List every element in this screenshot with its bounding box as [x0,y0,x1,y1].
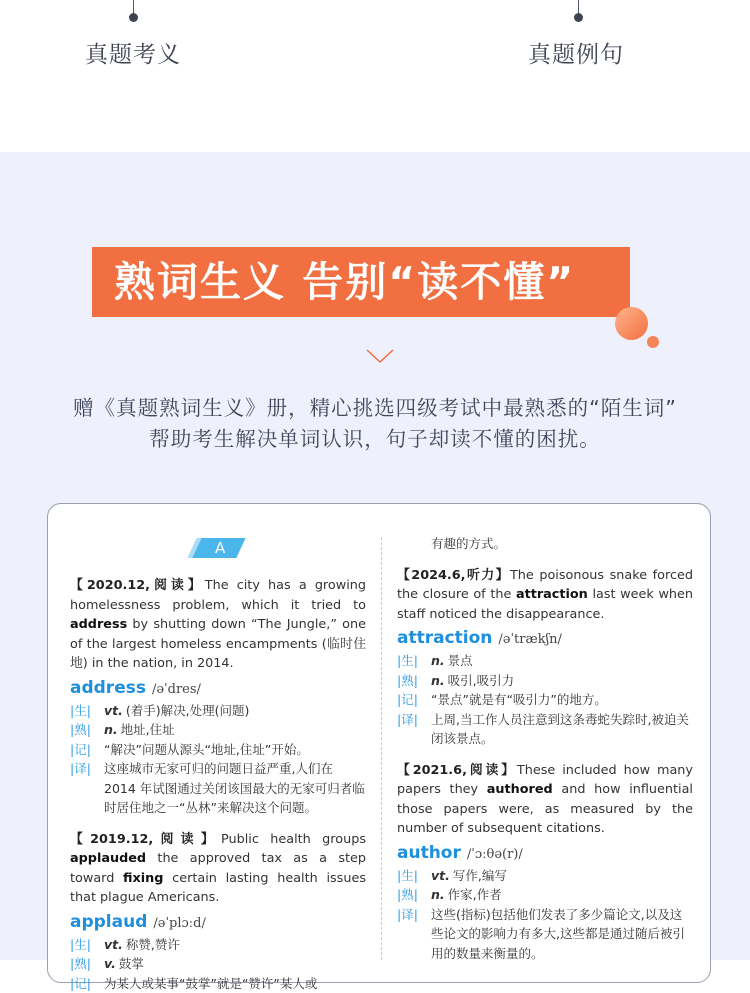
sense-sheng [397,651,693,671]
sense-yi [397,710,693,749]
decor-ball-large [615,307,648,340]
headword-entry [70,911,366,935]
sense-shu [397,671,693,691]
left-column [70,532,366,993]
part-of-speech: n. [431,887,445,902]
sense-sheng [70,701,366,721]
example-sentence [397,566,693,625]
right-connector-dot [574,13,583,22]
headword: address [70,678,146,698]
example-text: and how influential those papers were, as measured by the number of subsequent citations. [397,782,693,836]
sense-tag: |生| [397,866,431,886]
section-banner: 熟词生义 告别“读不懂” [92,247,630,317]
example-text: Public health groups [221,832,366,847]
part-of-speech: n. [104,722,118,737]
sense-ji [70,740,366,760]
part-of-speech: n. [431,673,445,688]
part-of-speech: vt. [104,703,123,718]
right-column [397,534,693,963]
example-text: the approved tax as a step toward [70,851,366,886]
sense-tag: |熟| [70,954,104,974]
sense-tag: |熟| [397,885,431,905]
headword-entry [397,627,693,651]
headword: applaud [70,912,147,932]
top-section [0,0,750,152]
top-left-label: 真题考义 [85,36,181,69]
sense-tag: |生| [397,651,431,671]
example-sentence [397,761,693,839]
headword: author [397,843,461,863]
sense-tag: |记| [70,740,104,760]
sense-sheng [397,866,693,886]
example-keyword: fixing [123,871,163,886]
sense-shu [70,720,366,740]
part-of-speech: v. [104,956,116,971]
chevron-down-icon [366,348,394,364]
example-text: certain lasting health issues that plague Americans. [70,871,366,906]
intro-line-2: 帮助考生解决单词认识，句子却读不懂的困扰。 [0,422,750,452]
headword-entry [70,677,366,701]
phonetic: /əˈplɔːd/ [153,916,206,931]
translation: 这些(指标)包括他们发表了多少篇论文,以及这些论文的影响力有多大,这些都是通过随后被引用的数量来衡量的。 [431,905,693,964]
sense-tag: |译| [397,710,431,749]
sense-tag: |记| [70,974,104,993]
sense-tag: |熟| [70,720,104,740]
sense-tag: |生| [70,935,104,955]
phonetic: /əˈtrækʃn/ [498,632,561,647]
decor-ball-small [647,336,659,348]
phonetic: /ˈɔːθə(r)/ [467,847,523,862]
translation: 这座城市无家可归的问题日益严重,人们在 2014 年试图通过关闭该国最大的无家可归者临时居住地之一“丛林”来解决这个问题。 [104,759,366,818]
sense-tag: |译| [70,759,104,818]
left-connector-dot [129,13,138,22]
example-text: by shutting down “The Jungle,” one of the largest homeless encampments (临时住地) in the nation, in 2014. [70,617,366,671]
example-keyword: applauded [70,851,146,866]
definition: 景点 [448,653,473,668]
memory-note: “解决”问题从源头“地址,住址”开始。 [104,740,366,760]
example-sentence [70,830,366,908]
part-of-speech: vt. [104,937,123,952]
memory-note: 为某人或某事“鼓掌”就是“赞许”某人或 [104,974,366,993]
intro-line-1: 赠《真题熟词生义》册，精心挑选四级考试中最熟悉的“陌生词” [0,391,750,421]
sense-tag: |熟| [397,671,431,691]
top-right-label: 真题例句 [528,36,624,69]
example-source: 【2019.12,阅读】 [70,832,221,847]
example-keyword: address [70,617,127,632]
headword: attraction [397,628,492,648]
definition: 鼓掌 [119,956,144,971]
continued-text: 有趣的方式。 [397,534,693,554]
example-source: 【2024.6,听力】 [397,568,510,583]
part-of-speech: vt. [431,868,450,883]
headword-entry [397,842,693,866]
definition: 吸引,吸引力 [448,673,514,688]
sense-sheng [70,935,366,955]
definition: 作家,作者 [448,887,502,902]
example-source: 【2021.6,阅读】 [397,763,517,778]
phonetic: /əˈdres/ [152,682,201,697]
sense-shu [70,954,366,974]
definition: (着手)解决,处理(问题) [126,703,249,718]
sense-yi [70,759,366,818]
part-of-speech: n. [431,653,445,668]
translation: 上周,当工作人员注意到这条毒蛇失踪时,被迫关闭该景点。 [431,710,693,749]
sense-shu [397,885,693,905]
example-text: These included how many papers they [397,763,693,798]
definition: 写作,编写 [453,868,507,883]
letter-tag-text: A [215,538,225,558]
example-text: The city has a growing homelessness problem, which it tried to [70,578,366,613]
sense-ji [70,974,366,993]
example-source: 【2020.12,阅读】 [70,578,205,593]
column-divider [381,537,382,960]
definition: 称赞,赞许 [126,937,180,952]
example-text: The poisonous snake forced the closure of the [397,568,693,603]
sense-tag: |生| [70,701,104,721]
sense-tag: |记| [397,690,431,710]
example-sentence [70,576,366,674]
example-keyword: attraction [516,587,588,602]
letter-section-tag [70,532,366,576]
example-keyword: authored [487,782,553,797]
sense-tag: |译| [397,905,431,964]
sense-ji [397,690,693,710]
sense-yi [397,905,693,964]
example-text: last week when staff noticed the disappearance. [397,587,693,622]
definition: 地址,住址 [121,722,175,737]
memory-note: “景点”就是有“吸引力”的地方。 [431,690,693,710]
